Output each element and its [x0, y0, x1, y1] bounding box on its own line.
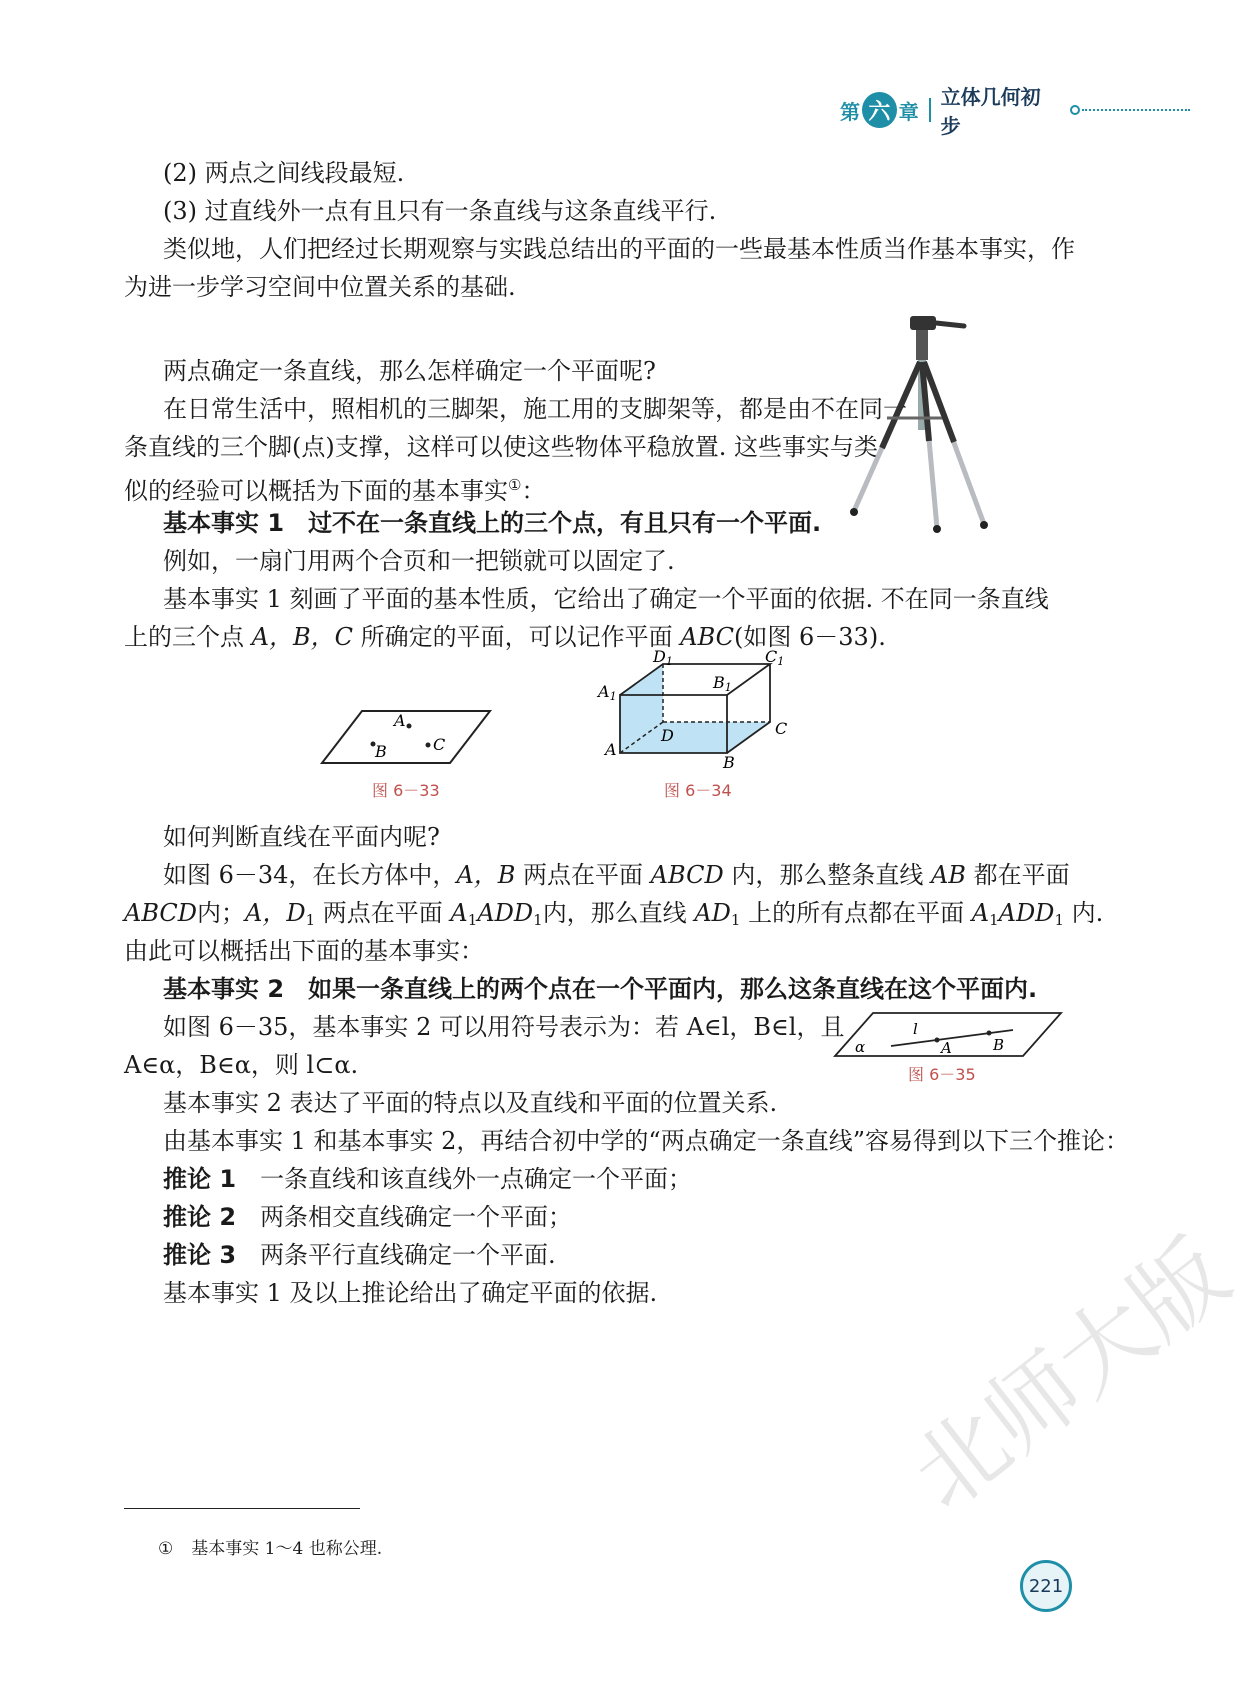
basic-fact-1-label: 基本事实 1 — [163, 509, 285, 537]
corollary-2 — [163, 1202, 572, 1232]
label-A: A — [394, 711, 406, 730]
p9b-line: AD — [694, 899, 731, 927]
chapter-title: 立体几何初步 — [940, 85, 1041, 138]
p9b-points: A，D — [245, 899, 306, 927]
label-C: C — [775, 719, 788, 738]
figure-6-35 — [833, 1010, 1065, 1060]
caption-6-35: 图 6－35 — [908, 1065, 976, 1084]
tripod-image — [842, 306, 1002, 536]
paragraph-p7-line1: 基本事实 1 刻画了平面的基本性质，它给出了确定一个平面的依据. 不在同一条直线 — [163, 585, 1049, 613]
label-l: l — [913, 1020, 918, 1038]
p9b-plane2-b: ADD — [477, 899, 534, 927]
p9a-part1: 如图 6－34，在长方体中， — [163, 861, 457, 889]
label-C1: C1 — [765, 647, 785, 668]
label-D1: D1 — [653, 647, 673, 668]
label-B: B — [993, 1036, 1005, 1054]
tripod-foot-right — [980, 521, 988, 529]
paragraph-p11: 基本事实 2 表达了平面的特点以及直线和平面的位置关系. — [163, 1089, 778, 1117]
p7b-plane-name: ABC — [680, 623, 735, 651]
corollary-1 — [163, 1164, 692, 1194]
tripod-head — [910, 316, 936, 330]
corollary-3 — [163, 1240, 556, 1270]
footnote-rule — [124, 1508, 360, 1509]
chapter-prefix: 第 — [840, 99, 860, 124]
point-A — [407, 724, 412, 729]
paragraph-p6: 例如，一扇门用两个合页和一把锁就可以固定了. — [163, 547, 675, 575]
p9b-part3: 内，那么直线 — [542, 899, 695, 927]
paragraph-p1: (2) 两点之间线段最短. — [163, 159, 405, 187]
point-B — [987, 1031, 992, 1036]
p9a-points: A，B — [456, 861, 516, 889]
label-A: A — [605, 740, 617, 759]
label-B: B — [375, 742, 387, 761]
header-divider — [929, 98, 931, 122]
chapter-header — [840, 85, 1190, 138]
paragraph-p12: 由基本事实 1 和基本事实 2，再结合初中学的“两点确定一条直线”容易得到以下三个推论： — [163, 1127, 1129, 1155]
p5c-text: 似的经验可以概括为下面的基本事实 — [124, 477, 508, 505]
paragraph-p2: (3) 过直线外一点有且只有一条直线与这条直线平行. — [163, 197, 717, 225]
p7b-part2: 所确定的平面，可以记作平面 — [352, 623, 681, 651]
corollary-3-label: 推论 3 — [163, 1241, 237, 1269]
p9b-sub4: 1 — [730, 911, 741, 929]
p9b-sub6: 1 — [1054, 911, 1064, 929]
paragraph-p10-line1: 如图 6－35，基本事实 2 可以用符号表示为：若 A∈l，B∈l，且 — [163, 1013, 845, 1041]
paragraph-p9-line1 — [163, 860, 1070, 890]
footnote — [158, 1534, 382, 1559]
paragraph-p3-line1: 类似地，人们把经过长期观察与实践总结出的平面的一些最基本性质当作基本事实，作 — [163, 235, 1075, 263]
p9b-sub3: 1 — [533, 911, 543, 929]
label-A: A — [941, 1039, 952, 1057]
label-D: D — [661, 726, 674, 745]
basic-fact-2 — [163, 974, 1037, 1004]
footnote-ref-mark: ① — [508, 476, 522, 494]
tripod-leg-left-upper — [882, 362, 920, 448]
paragraph-p5-line3 — [124, 470, 545, 506]
p9b-plane: ABCD — [124, 899, 198, 927]
p9b-sub5: 1 — [989, 911, 999, 929]
basic-fact-2-label: 基本事实 2 — [163, 975, 285, 1003]
point-A — [935, 1038, 940, 1043]
paragraph-p10-line2: A∈α，B∈α，则 l⊂α. — [124, 1051, 359, 1079]
header-dotted-line — [1082, 109, 1190, 111]
paragraph-p13: 基本事实 1 及以上推论给出了确定平面的依据. — [163, 1279, 658, 1307]
p9b-plane3-b: ADD — [998, 899, 1055, 927]
p9a-part3: 内，那么整条直线 — [723, 861, 931, 889]
basic-fact-2-text: 如果一条直线上的两个点在一个平面内，那么这条直线在这个平面内. — [308, 975, 1038, 1003]
caption-6-34: 图 6－34 — [664, 781, 732, 800]
paragraph-p4: 两点确定一条直线，那么怎样确定一个平面呢? — [163, 357, 656, 385]
point-C — [426, 743, 431, 748]
figure-6-34 — [595, 647, 805, 772]
p9b-plane2-a: A — [450, 899, 468, 927]
figure-6-33 — [318, 706, 494, 768]
corollary-2-text: 两条相交直线确定一个平面； — [260, 1203, 573, 1231]
paragraph-p3-line2: 为进一步学习空间中位置关系的基础. — [124, 273, 516, 301]
p9b-part4: 上的所有点都在平面 — [740, 899, 972, 927]
p9b-sub1: 1 — [305, 911, 316, 929]
corollary-1-text: 一条直线和该直线外一点确定一个平面； — [260, 1165, 693, 1193]
basic-fact-1 — [163, 508, 821, 538]
page-number: 221 — [1020, 1560, 1072, 1612]
p9a-plane: ABCD — [650, 861, 724, 889]
p9a-line: AB — [930, 861, 966, 889]
paragraph-p9-line2 — [124, 898, 1103, 935]
chapter-suffix: 章 — [898, 99, 919, 124]
p7b-points: A，B，C — [251, 623, 353, 651]
header-dot-icon — [1070, 105, 1080, 115]
watermark: 北师大版 — [892, 1219, 1249, 1531]
tripod-handle — [936, 323, 964, 326]
label-A1: A1 — [598, 682, 617, 703]
corollary-3-text: 两条平行直线确定一个平面. — [260, 1241, 556, 1269]
paragraph-p5-line2: 条直线的三个脚(点)支撑，这样可以使这些物体平稳放置. 这些事实与类 — [124, 433, 878, 461]
p9b-part1: 内； — [197, 899, 246, 927]
corollary-2-label: 推论 2 — [163, 1203, 237, 1231]
p9a-part2: 两点在平面 — [515, 861, 651, 889]
footnote-mark: ① — [158, 1539, 174, 1559]
basic-fact-1-text: 过不在一条直线上的三个点，有且只有一个平面. — [308, 509, 822, 537]
paragraph-p9-line3: 由此可以概括出下面的基本事实： — [124, 937, 484, 965]
p7b-part3: (如图 6－33). — [734, 623, 886, 651]
label-C: C — [433, 735, 446, 754]
label-alpha: α — [855, 1038, 866, 1056]
p9b-sub2: 1 — [467, 911, 478, 929]
label-B: B — [723, 753, 735, 772]
paragraph-p5-line1: 在日常生活中，照相机的三脚架，施工用的支脚架等，都是由不在同一 — [163, 395, 907, 423]
chapter-number-badge: 六 — [862, 92, 897, 128]
footnote-text: 基本事实 1～4 也称公理. — [191, 1539, 383, 1559]
p9a-part4: 都在平面 — [965, 861, 1070, 889]
p9b-plane3-a: A — [971, 899, 990, 927]
label-B1: B1 — [713, 673, 732, 694]
tripod-foot-middle — [933, 525, 941, 533]
p7b-part1: 上的三个点 — [124, 623, 252, 651]
plane-parallelogram — [322, 711, 490, 763]
tripod-column — [916, 330, 928, 360]
p9b-part5: 内. — [1063, 899, 1104, 927]
corollary-1-label: 推论 1 — [163, 1165, 237, 1193]
caption-6-33: 图 6－33 — [372, 781, 440, 800]
tripod-foot-left — [850, 508, 858, 516]
p5c-end: ： — [521, 477, 546, 505]
paragraph-p8: 如何判断直线在平面内呢? — [163, 823, 440, 851]
p9b-part2: 两点在平面 — [315, 899, 451, 927]
